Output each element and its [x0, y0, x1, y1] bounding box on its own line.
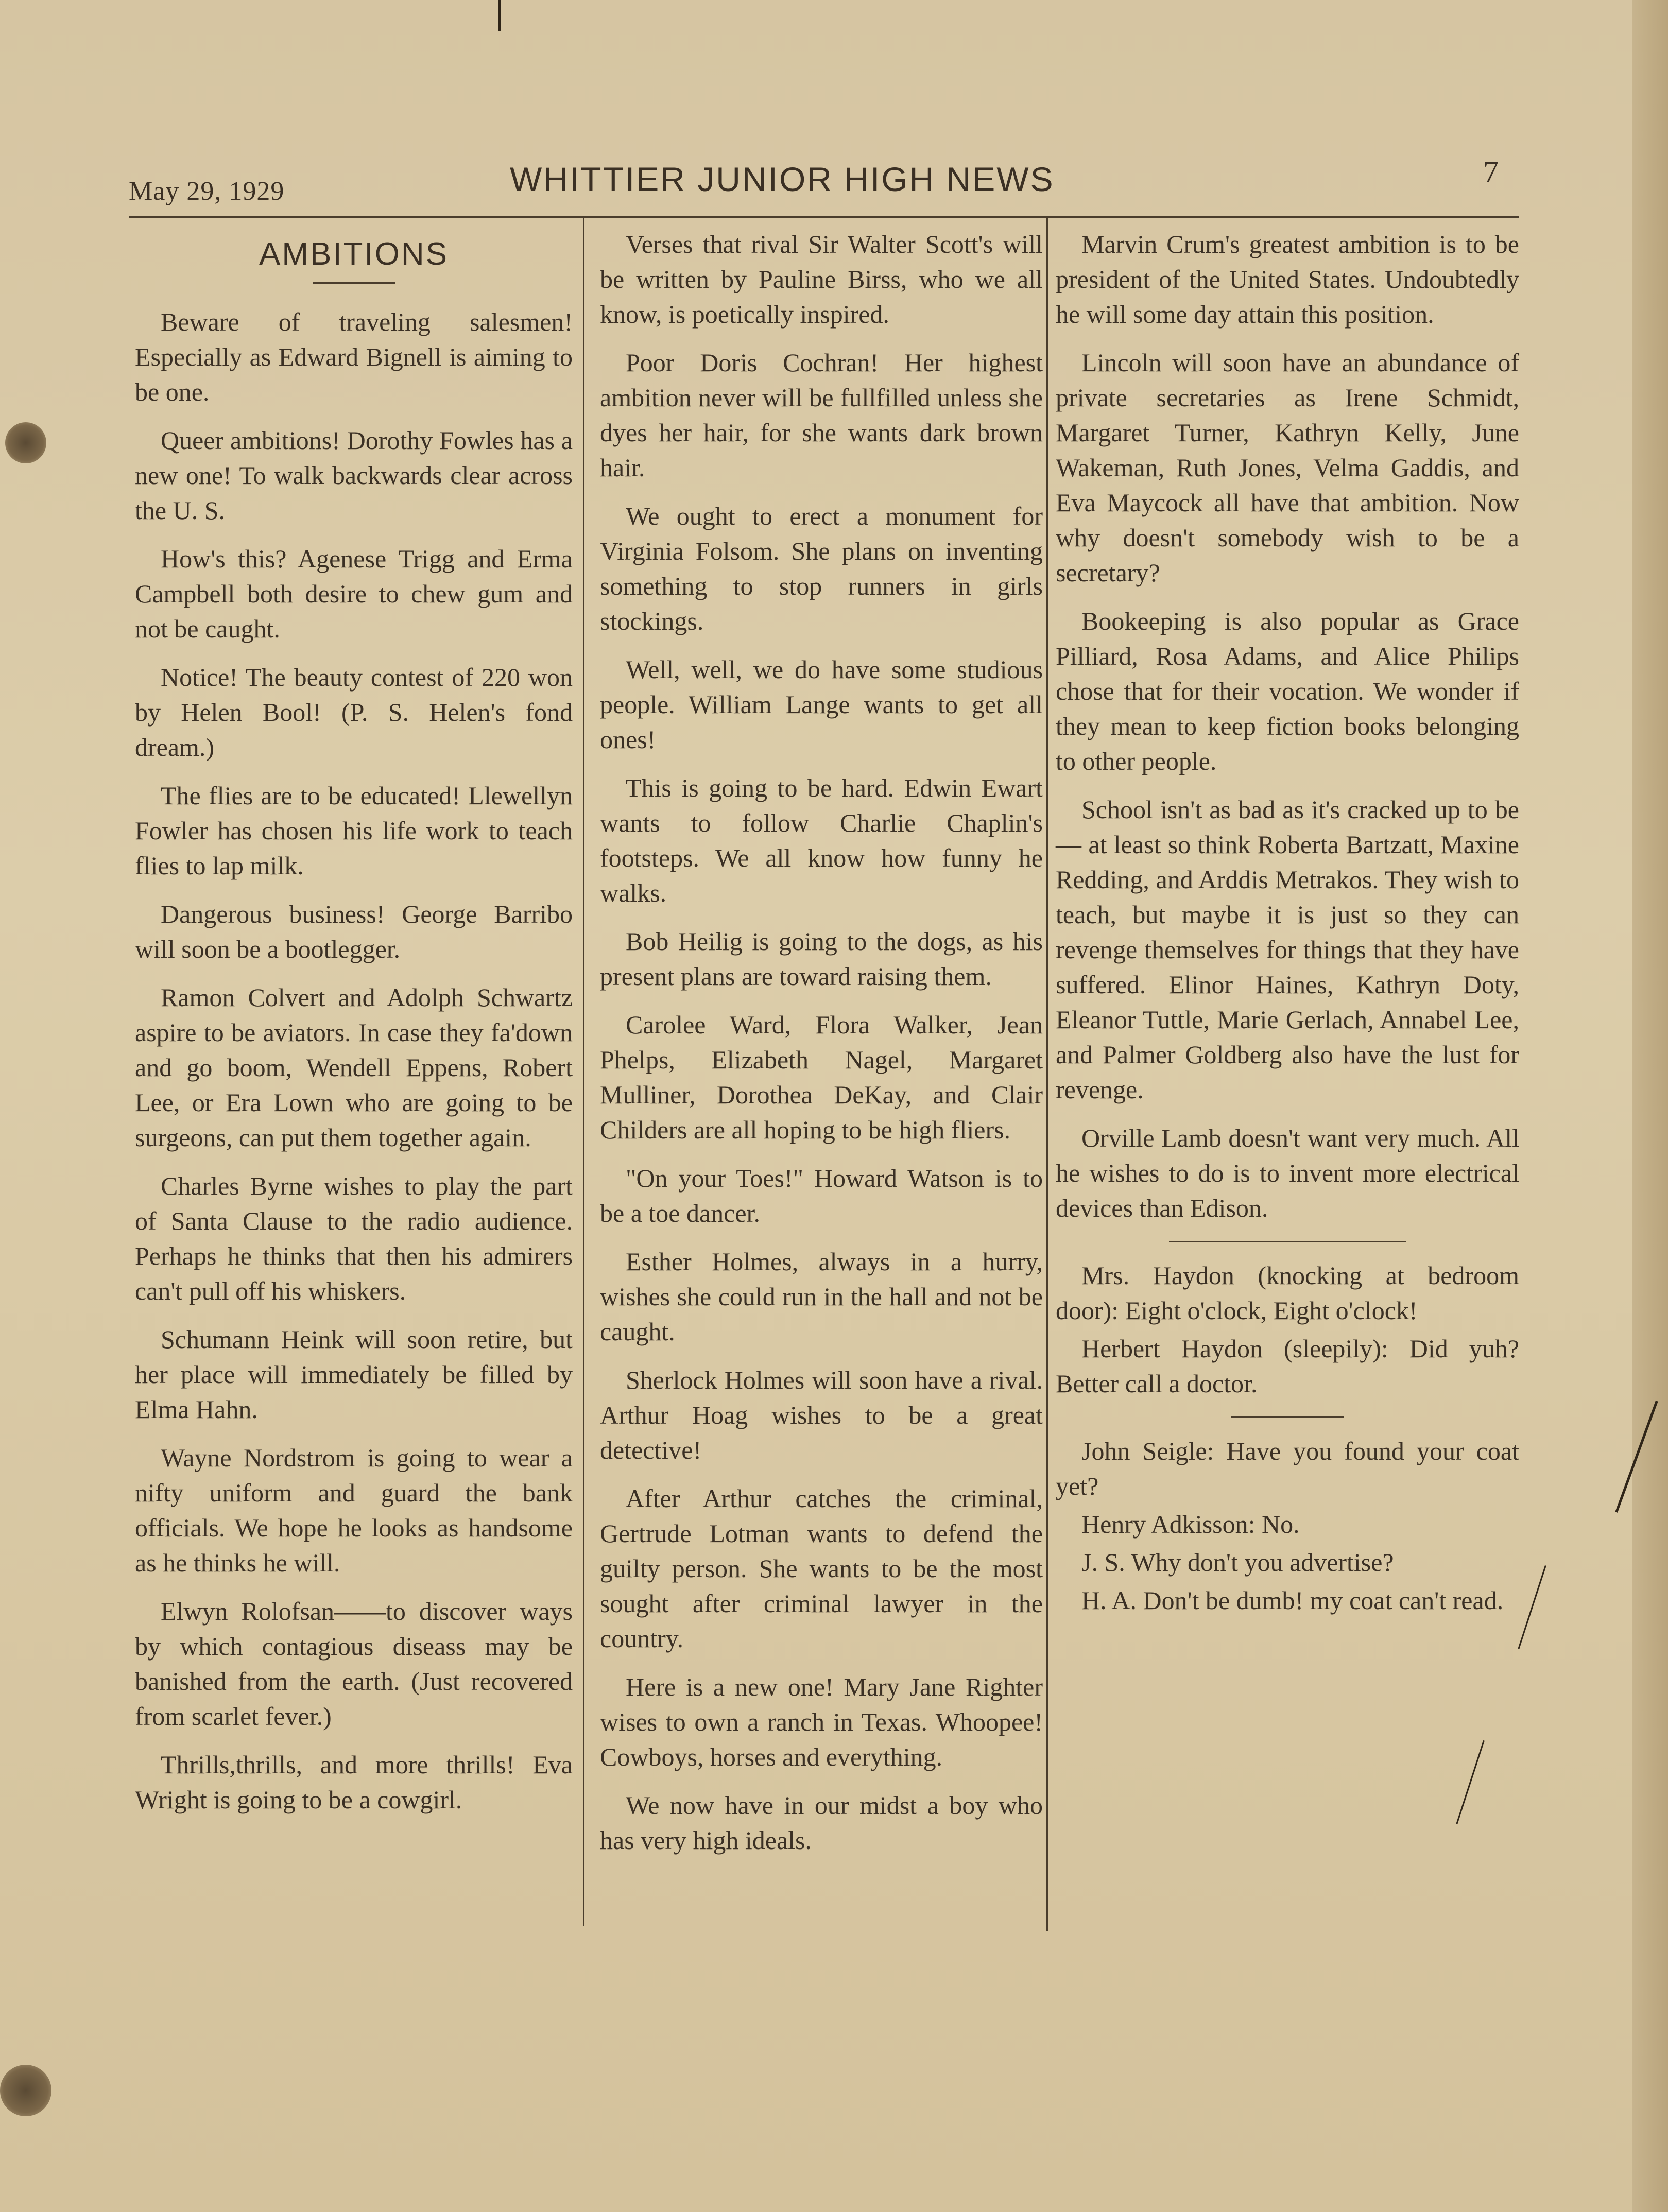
joke-line: Mrs. Haydon (knocking at bedroom door): Eight o'clock, Eight o'clock!: [1056, 1261, 1519, 1325]
punch-hole-bottom: [0, 2065, 51, 2116]
article-paragraph: Ramon Colvert and Adolph Schwartz aspire to be aviators. In case they fa'down and go boom, Wendell Eppens, Robert Lee, or Era Lown who are going to be surgeons, can put them together again.: [135, 983, 573, 1152]
title-rule: [313, 282, 395, 284]
article-paragraph: Thrills,thrills, and more thrills! Eva Wright is going to be a cowgirl.: [135, 1750, 573, 1814]
joke-line: John Seigle: Have you found your coat yet?: [1056, 1437, 1519, 1500]
page-edge: [1632, 0, 1668, 2212]
article-paragraph: After Arthur catches the criminal, Gertrude Lotman wants to defend the guilty person. She wants to be the most sought after criminal lawyer in the country.: [600, 1484, 1043, 1653]
article-paragraph: Beware of traveling salesmen! Especially as Edward Bignell is aiming to be one.: [135, 307, 573, 406]
article-paragraph: We now have in our midst a boy who has very high ideals.: [600, 1791, 1043, 1855]
column-1: [135, 227, 573, 1830]
column-2-articles: [600, 227, 1043, 1858]
article-paragraph: Orville Lamb doesn't want very much. All he wishes to do is to invent more electrical devices than Edison.: [1056, 1124, 1519, 1222]
joke-divider-2: [1231, 1416, 1344, 1418]
article-paragraph: Bob Heilig is going to the dogs, as his present plans are toward raising them.: [600, 927, 1043, 991]
punch-hole-top: [5, 422, 46, 463]
article-paragraph: Elwyn Rolofsan——to discover ways by which contagious diseass may be banished from the earth. (Just recovered from scarlet fever.): [135, 1597, 573, 1731]
joke-haydon: [1056, 1258, 1519, 1401]
page-number: 7: [1483, 155, 1499, 189]
article-paragraph: Esther Holmes, always in a hurry, wishes she could run in the hall and not be caught.: [600, 1247, 1043, 1346]
article-paragraph: Carolee Ward, Flora Walker, Jean Phelps, Elizabeth Nagel, Margaret Mulliner, Dorothea DeKay, and Clair Childers are all hoping to be high fliers.: [600, 1010, 1043, 1144]
joke-line: Henry Adkisson: No.: [1081, 1510, 1300, 1539]
column-divider-1: [583, 216, 584, 1926]
article-paragraph: Well, well, we do have some studious people. William Lange wants to get all ones!: [600, 655, 1043, 754]
joke-seigle: [1056, 1433, 1519, 1618]
article-paragraph: "On your Toes!" Howard Watson is to be a toe dancer.: [600, 1164, 1043, 1228]
joke-line: Herbert Haydon (sleepily): Did yuh? Better call a doctor.: [1056, 1334, 1519, 1398]
section-title: AMBITIONS: [259, 236, 449, 272]
article-paragraph: Sherlock Holmes will soon have a rival. Arthur Hoag wishes to be a great detective!: [600, 1366, 1043, 1464]
article-paragraph: Schumann Heink will soon retire, but her place will immediately be filled by Elma Hahn.: [135, 1325, 573, 1424]
article-paragraph: Queer ambitions! Dorothy Fowles has a new one! To walk backwards clear across the U. S.: [135, 426, 573, 525]
article-paragraph: Notice! The beauty contest of 220 won by Helen Bool! (P. S. Helen's fond dream.): [135, 663, 573, 762]
pencil-mark-top: [498, 0, 501, 31]
article-paragraph: This is going to be hard. Edwin Ewart wants to follow Charlie Chaplin's footsteps. We all know how funny he walks.: [600, 773, 1043, 907]
article-paragraph: Wayne Nordstrom is going to wear a nifty uniform and guard the bank officials. We hope he looks as handsome as he thinks he will.: [135, 1443, 573, 1577]
article-paragraph: Bookeeping is also popular as Grace Pilliard, Rosa Adams, and Alice Philips chose that for their vocation. We wonder if they mean to keep fiction books belonging to other people.: [1056, 607, 1519, 775]
newspaper-title: WHITTIER JUNIOR HIGH NEWS: [510, 160, 1055, 198]
article-paragraph: Verses that rival Sir Walter Scott's will be written by Pauline Birss, who we all know, is poetically inspired.: [600, 230, 1043, 329]
pencil-mark-right-lower: [1518, 1565, 1546, 1649]
joke-divider-1: [1169, 1241, 1406, 1242]
column-2: [600, 227, 1043, 1871]
column-1-articles: [135, 304, 573, 1817]
joke-line: J. S. Why don't you advertise?: [1081, 1548, 1394, 1577]
article-paragraph: School isn't as bad as it's cracked up to be— at least so think Roberta Bartzatt, Maxine Redding, and Arddis Metrakos. They wish to teach, but maybe it is just so they can revenge themselves for things that they have suffered. Elinor Haines, Kathryn Doty, Eleanor Tuttle, Marie Gerlach, Annabel Lee, and Palmer Goldberg also have the lust for revenge.: [1056, 795, 1519, 1104]
article-paragraph: Poor Doris Cochran! Her highest ambition never will be fullfilled unless she dyes her hair, for she wants dark brown hair.: [600, 348, 1043, 482]
joke-line: H. A. Don't be dumb! my coat can't read.: [1081, 1586, 1504, 1615]
column-3: [1056, 227, 1519, 1621]
page-header: [129, 154, 1519, 218]
article-paragraph: The flies are to be educated! Llewellyn Fowler has chosen his life work to teach flies to lap milk.: [135, 781, 573, 880]
article-paragraph: How's this? Agenese Trigg and Erma Campbell both desire to chew gum and not be caught.: [135, 544, 573, 643]
pencil-mark-right-bottom: [1456, 1740, 1484, 1824]
article-paragraph: Marvin Crum's greatest ambition is to be president of the United States. Undoubtedly he will some day attain this position.: [1056, 230, 1519, 329]
issue-date: May 29, 1929: [129, 177, 285, 206]
article-paragraph: We ought to erect a monument for Virginia Folsom. She plans on inventing something to stop runners in girls stockings.: [600, 502, 1043, 635]
article-paragraph: Lincoln will soon have an abundance of private secretaries as Irene Schmidt, Margaret Turner, Kathryn Kelly, June Wakeman, Ruth Jones, Velma Gaddis, and Eva Maycock all have that ambition. Now why doesn't somebody wish to be a secretary?: [1056, 348, 1519, 587]
article-paragraph: Here is a new one! Mary Jane Righter wises to own a ranch in Texas. Whoopee! Cowboys, horses and everything.: [600, 1672, 1043, 1771]
article-paragraph: Charles Byrne wishes to play the part of Santa Clause to the radio audience. Perhaps he thinks that then his admirers can't pull off his whiskers.: [135, 1171, 573, 1305]
column-divider-2: [1046, 216, 1048, 1931]
article-paragraph: Dangerous business! George Barribo will soon be a bootlegger.: [135, 900, 573, 963]
column-3-articles: [1056, 227, 1519, 1225]
